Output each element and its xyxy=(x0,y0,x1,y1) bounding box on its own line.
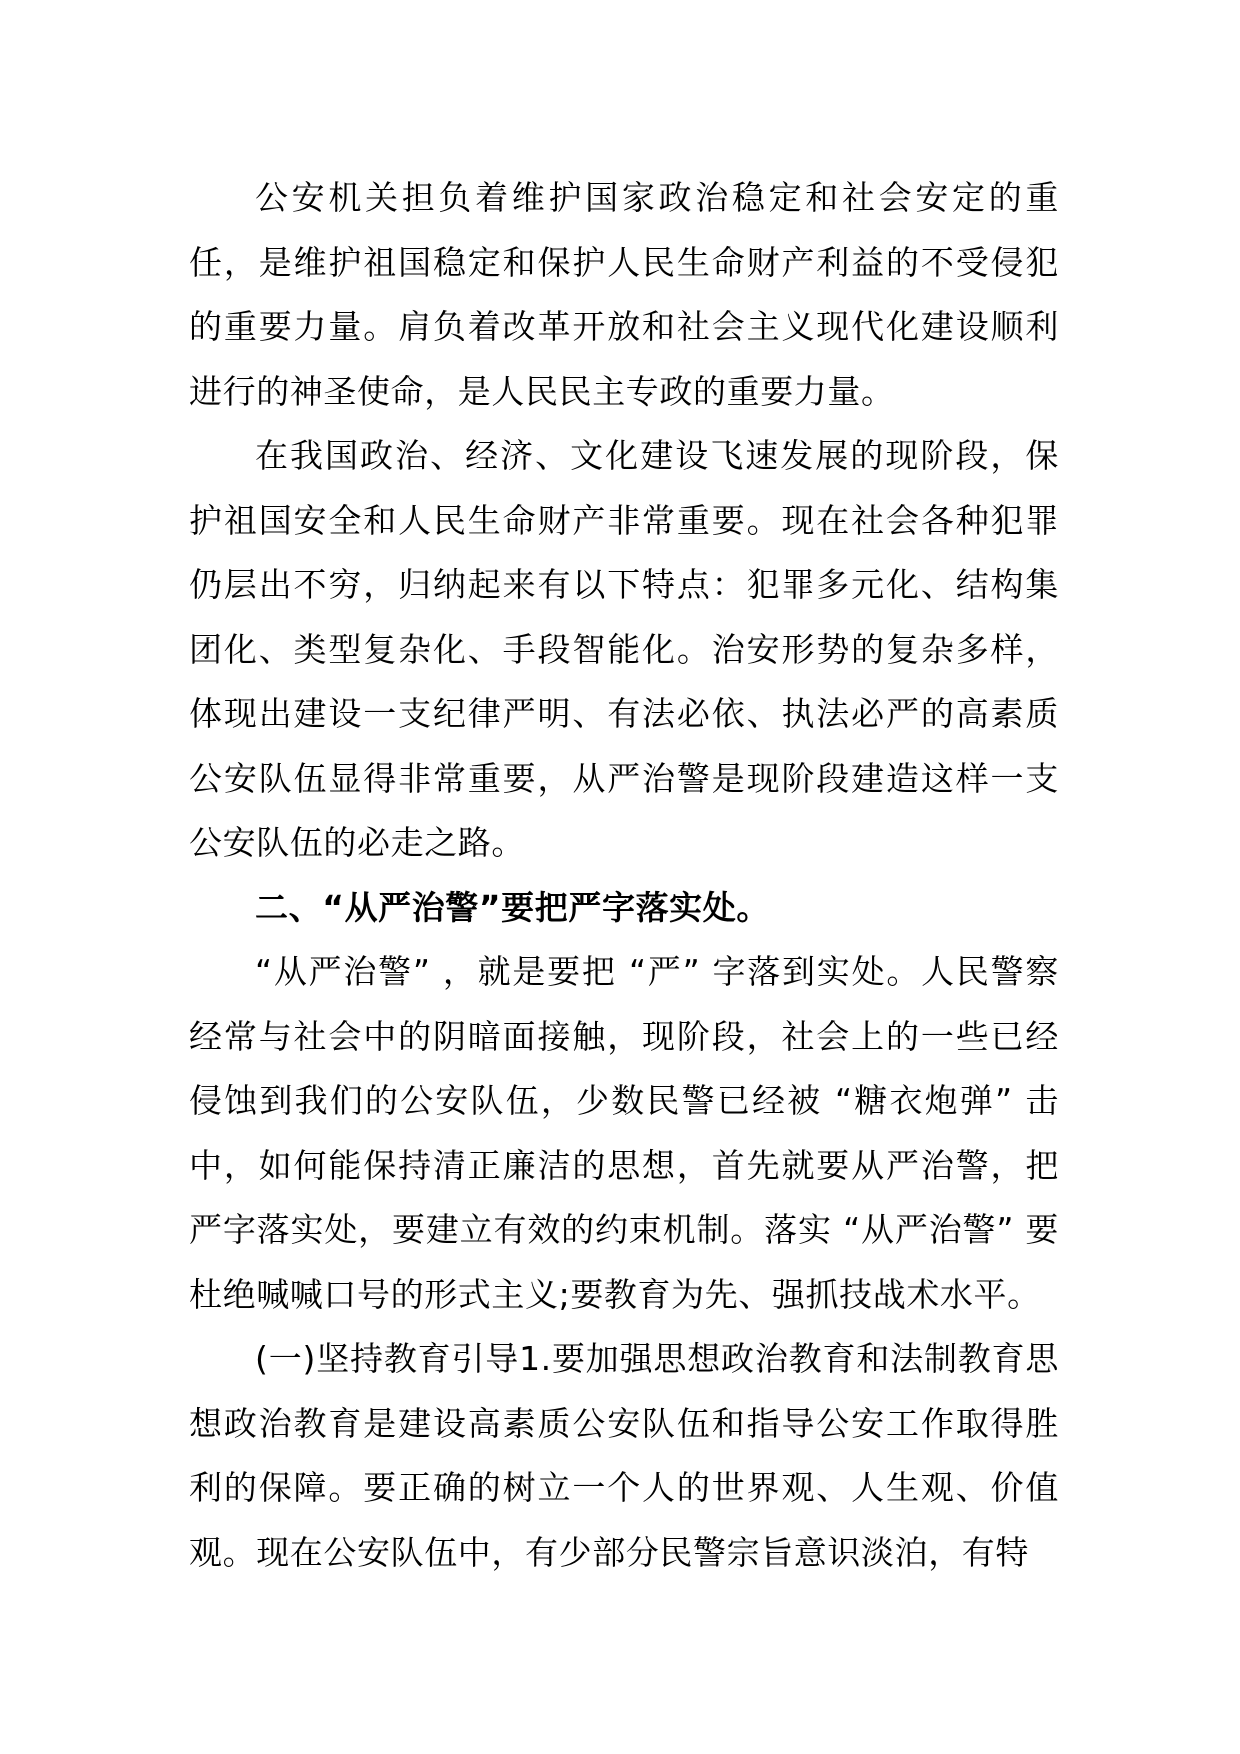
document-body xyxy=(189,166,1059,1585)
paragraph-intro: 公安机关担负着维护国家政治稳定和社会安定的重任，是维护祖国稳定和保护人民生命财产利益的不受侵犯的重要力量。肩负着改革开放和社会主义现代化建设顺利进行的神圣使命，是人民民主专政的重要力量。 xyxy=(189,178,1059,411)
paragraph-strict-discipline: “从严治警” ，就是要把 “严” 字落到实处。人民警察经常与社会中的阴暗面接触，现阶段，社会上的一些已经侵蚀到我们的公安队伍，少数民警已经被 “糖衣炮弹” 击中，如何能保持清正廉洁的思想，首先就要从严治警，把严字落实处，要建立有效的约束机制。落实 “从严治警” 要杜绝喊喊口号的形式主义;要教育为先、强抓技战术水平。 xyxy=(189,952,1059,1314)
paragraph-education: (一)坚持教育引导1.要加强思想政治教育和法制教育思想政治教育是建设高素质公安队伍和指导公安工作取得胜利的保障。要正确的树立一个人的世界观、人生观、价值观。现在公安队伍中，有少部分民警宗旨意识淡泊，有特 xyxy=(189,1339,1059,1572)
paragraph-crime-situation: 在我国政治、经济、文化建设飞速发展的现阶段，保护祖国安全和人民生命财产非常重要。现在社会各种犯罪仍层出不穷，归纳起来有以下特点：犯罪多元化、结构集团化、类型复杂化、手段智能化。治安形势的复杂多样，体现出建设一支纪律严明、有法必依、执法必严的高素质公安队伍显得非常重要，从严治警是现阶段建造这样一支公安队伍的必走之路。 xyxy=(189,436,1059,862)
section-heading: 二、“从严治警”要把严字落实处。 xyxy=(255,887,770,927)
